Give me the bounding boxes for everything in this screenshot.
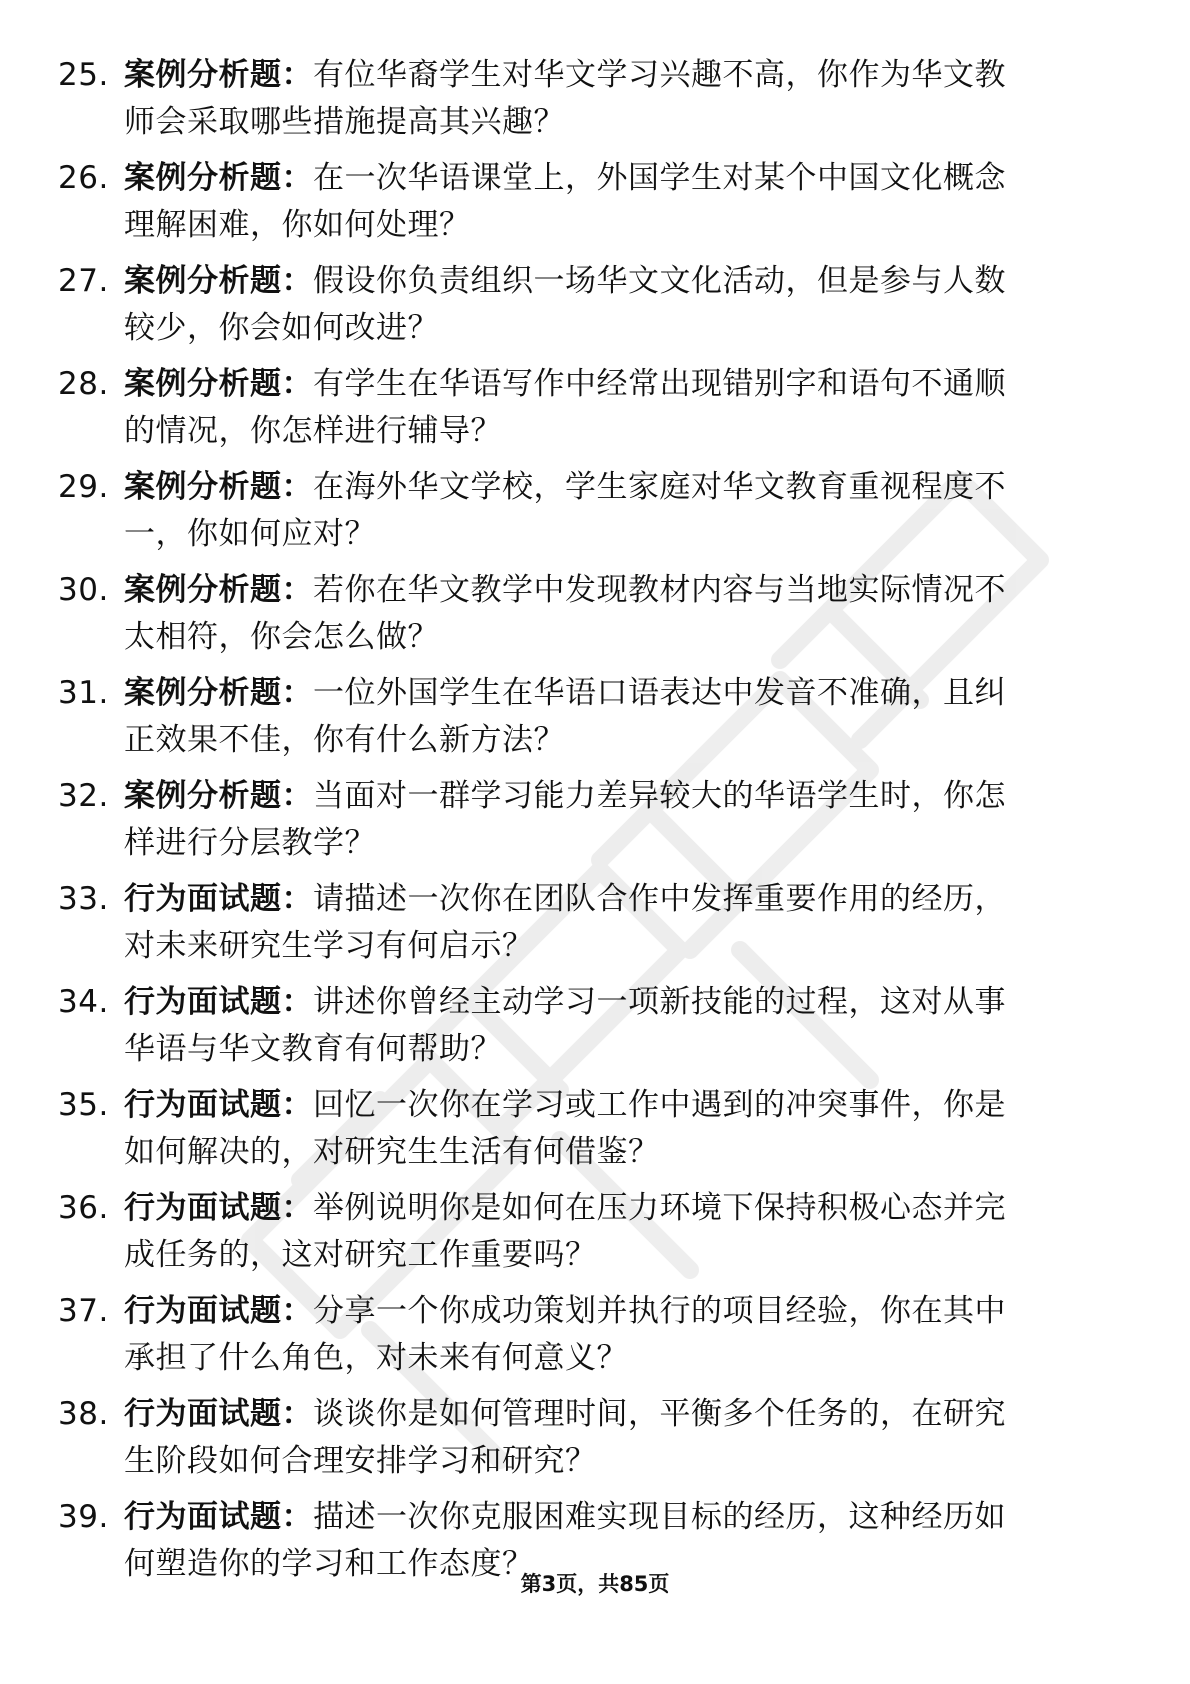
question-line-2: 太相符，你会怎么做？: [124, 619, 439, 655]
question-number: 38.: [58, 1396, 109, 1432]
question-line-2: 师会采取哪些措施提高其兴趣？: [124, 104, 565, 140]
question-line-2: 理解困难，你如何处理？: [124, 207, 471, 243]
question-type: 行为面试题：: [124, 1396, 313, 1432]
question-text: [124, 52, 1118, 146]
question-type: 案例分析题：: [124, 160, 313, 196]
question-line-1: 举例说明你是如何在压力环境下保持积极心态并完: [313, 1190, 1006, 1226]
question-text: [124, 979, 1118, 1073]
question-text: [124, 1288, 1118, 1382]
question-text: [124, 567, 1118, 661]
question-item: [58, 979, 1118, 1082]
question-item: [58, 155, 1118, 258]
question-type: 案例分析题：: [124, 469, 313, 505]
question-type: 行为面试题：: [124, 881, 313, 917]
question-text: [124, 876, 1118, 970]
question-line-1: 分享一个你成功策划并执行的项目经验，你在其中: [313, 1293, 1006, 1329]
question-text: [124, 155, 1118, 249]
question-type: 案例分析题：: [124, 675, 313, 711]
question-type: 案例分析题：: [124, 572, 313, 608]
question-line-1: 回忆一次你在学习或工作中遇到的冲突事件，你是: [313, 1087, 1006, 1123]
question-item: [58, 670, 1118, 773]
question-type: 案例分析题：: [124, 57, 313, 93]
question-text: [124, 1391, 1118, 1485]
question-number: 33.: [58, 881, 109, 917]
question-text: [124, 670, 1118, 764]
question-line-1: 有位华裔学生对华文学习兴趣不高，你作为华文教: [313, 57, 1006, 93]
question-item: [58, 1391, 1118, 1494]
question-line-2: 华语与华文教育有何帮助？: [124, 1031, 502, 1067]
question-type: 行为面试题：: [124, 984, 313, 1020]
question-type: 行为面试题：: [124, 1190, 313, 1226]
question-number: 27.: [58, 263, 109, 299]
question-item: [58, 1288, 1118, 1391]
question-text: [124, 1185, 1118, 1279]
question-number: 36.: [58, 1190, 109, 1226]
question-text: [124, 361, 1118, 455]
question-number: 29.: [58, 469, 109, 505]
question-text: [124, 773, 1118, 867]
question-item: [58, 1082, 1118, 1185]
question-number: 35.: [58, 1087, 109, 1123]
question-item: [58, 567, 1118, 670]
question-line-2: 较少，你会如何改进？: [124, 310, 439, 346]
question-line-2: 生阶段如何合理安排学习和研究？: [124, 1443, 597, 1479]
question-line-2: 成任务的，这对研究工作重要吗？: [124, 1237, 597, 1273]
question-list: [58, 52, 1118, 1597]
question-item: [58, 876, 1118, 979]
question-line-2: 承担了什么角色，对未来有何意义？: [124, 1340, 628, 1376]
question-number: 31.: [58, 675, 109, 711]
question-line-2: 何塑造你的学习和工作态度？: [124, 1546, 534, 1582]
question-line-2: 样进行分层教学？: [124, 825, 376, 861]
question-type: 行为面试题：: [124, 1499, 313, 1535]
question-number: 30.: [58, 572, 109, 608]
question-line-1: 当面对一群学习能力差异较大的华语学生时，你怎: [313, 778, 1006, 814]
question-line-1: 假设你负责组织一场华文文化活动，但是参与人数: [313, 263, 1006, 299]
question-type: 案例分析题：: [124, 778, 313, 814]
question-number: 32.: [58, 778, 109, 814]
question-line-2: 的情况，你怎样进行辅导？: [124, 413, 502, 449]
question-line-1: 在一次华语课堂上，外国学生对某个中国文化概念: [313, 160, 1006, 196]
question-type: 行为面试题：: [124, 1293, 313, 1329]
question-text: [124, 258, 1118, 352]
question-number: 26.: [58, 160, 109, 196]
question-number: 34.: [58, 984, 109, 1020]
question-line-2: 如何解决的，对研究生生活有何借鉴？: [124, 1134, 660, 1170]
question-line-1: 讲述你曾经主动学习一项新技能的过程，这对从事: [313, 984, 1006, 1020]
question-line-2: 一，你如何应对？: [124, 516, 376, 552]
question-line-1: 有学生在华语写作中经常出现错别字和语句不通顺: [313, 366, 1006, 402]
question-line-2: 正效果不佳，你有什么新方法？: [124, 722, 565, 758]
question-number: 25.: [58, 57, 109, 93]
question-item: [58, 361, 1118, 464]
question-item: [58, 773, 1118, 876]
question-item: [58, 464, 1118, 567]
question-line-1: 在海外华文学校，学生家庭对华文教育重视程度不: [313, 469, 1006, 505]
question-line-1: 谈谈你是如何管理时间，平衡多个任务的，在研究: [313, 1396, 1006, 1432]
question-number: 37.: [58, 1293, 109, 1329]
question-type: 案例分析题：: [124, 366, 313, 402]
page-number: 第3页，共85页: [520, 1572, 670, 1596]
question-number: 28.: [58, 366, 109, 402]
question-text: [124, 1082, 1118, 1176]
question-type: 行为面试题：: [124, 1087, 313, 1123]
question-line-1: 描述一次你克服困难实现目标的经历，这种经历如: [313, 1499, 1006, 1535]
question-line-1: 一位外国学生在华语口语表达中发音不准确，且纠: [313, 675, 1006, 711]
question-line-1: 请描述一次你在团队合作中发挥重要作用的经历，: [313, 881, 1006, 917]
question-item: [58, 258, 1118, 361]
question-item: [58, 1185, 1118, 1288]
question-line-2: 对未来研究生学习有何启示？: [124, 928, 534, 964]
question-item: [58, 52, 1118, 155]
question-text: [124, 464, 1118, 558]
question-number: 39.: [58, 1499, 109, 1535]
question-type: 案例分析题：: [124, 263, 313, 299]
question-line-1: 若你在华文教学中发现教材内容与当地实际情况不: [313, 572, 1006, 608]
